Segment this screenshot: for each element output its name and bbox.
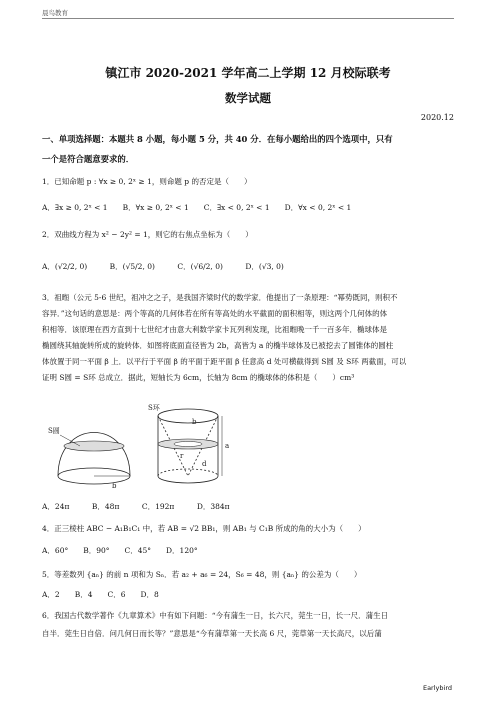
page-subtitle: 数学试题: [225, 91, 271, 105]
cylinder-minus-cone: [158, 409, 222, 483]
q4-options: A．60° B．90° C．45° D．120°: [42, 546, 198, 555]
exam-date: 2020.12: [420, 113, 454, 122]
b-label-right: b: [192, 418, 197, 426]
footer-brand: Earlybird: [422, 684, 452, 692]
q1-options: A．∃x ≥ 0, 2ˣ < 1 B．∀x ≥ 0, 2ˣ < 1 C．∃x < 0, 2ˣ < 1 D．∀x < 0, 2ˣ < 1: [42, 203, 352, 212]
solids-figure: [42, 388, 232, 496]
section-heading-line2: 一个是符合题意要求的．: [42, 154, 135, 164]
page-title: 镇江市 2020-2021 学年高二上学期 12 月校际联考: [105, 66, 391, 80]
header-divider: [42, 18, 454, 19]
q2-stem: 2．双曲线方程为 x² − 2y² = 1，则它的右焦点坐标为（ ）: [42, 230, 253, 239]
semi-ellipsoid: [58, 433, 130, 485]
q3-line: 容异．”这句话的意思是：两个等高的几何体若在所有等高处的水平截面的面积相等，则这两个几何体的体: [42, 309, 388, 318]
s-ring-label: S环: [148, 404, 160, 412]
r-label: r: [180, 452, 184, 460]
q5-stem: 5．等差数列 {aₙ} 的前 n 项和为 Sₙ．若 a₂ + a₆ = 24，S₆ = 48，则 {aₙ} 的公差为（ ）: [42, 570, 362, 579]
q3-line: 积相等．该原理在西方直到十七世纪才由意大利数学家卡瓦列利发现，比祖暅晚一千一百多年．椭球体是: [42, 325, 387, 334]
q6-line: 6．我国古代数学著作《九章算术》中有如下问题：“今有蒲生一日，长六尺，莞生一日，长一尺．蒲生日: [42, 611, 389, 620]
section-heading-line1: 一、单项选择题：本题共 8 小题，每小题 5 分，共 40 分．在每小题给出的四个选项中，只有: [42, 134, 393, 144]
s-circle-label: S圆: [48, 427, 60, 435]
b-label-left: b: [112, 482, 117, 490]
q2-options: A．(√2/2, 0) B．(√5/2, 0) C．(√6/2, 0) D．(√3, 0): [42, 262, 284, 271]
q6-line: 自半．莞生日自倍．问几何日而长等？”意思是“今有蒲草第一天长高 6 尺，莞草第一天长高尺，以后蒲: [42, 629, 382, 638]
q3-line: 体放置于同一平面 β 上．以平行于平面 β 的平面于距平面 β 任意高 d 处可横截得到 S圆 及 S环 两截面，可以: [42, 357, 407, 366]
q5-options: A．2 B．4 C．6 D．8: [42, 590, 159, 599]
q1-stem: 1．已知命题 p : ∀x ≥ 0, 2ˣ ≥ 1，则命题 p 的否定是（ ）: [42, 177, 252, 186]
q3-line: 证明 S圆 = S环 总成立．据此，短轴长为 6cm，长轴为 8cm 的椭球体的体积是（ ）cm³: [42, 373, 355, 382]
header-org: 晨鸟教育: [42, 9, 68, 17]
q4-stem: 4．正三棱柱 ABC − A₁B₁C₁ 中，若 AB = √2 BB₁，则 AB₁ 与 C₁B 所成的角的大小为（ ）: [42, 524, 366, 533]
d-label: d: [202, 460, 207, 468]
q3-options: A．24π B．48π C．192π D．384π: [42, 502, 230, 511]
q3-line: 3．祖暅（公元 5-6 世纪，祖冲之之子，是我国齐梁时代的数学家．他提出了一条原理：“幂势既同，则积不: [42, 293, 398, 302]
a-label: a: [225, 442, 230, 450]
q3-line: 椭圆绕其轴旋转所成的旋转体．如图将底面直径皆为 2b，高皆为 a 的椭半球体及已被挖去了圆锥体的圆柱: [42, 341, 394, 350]
